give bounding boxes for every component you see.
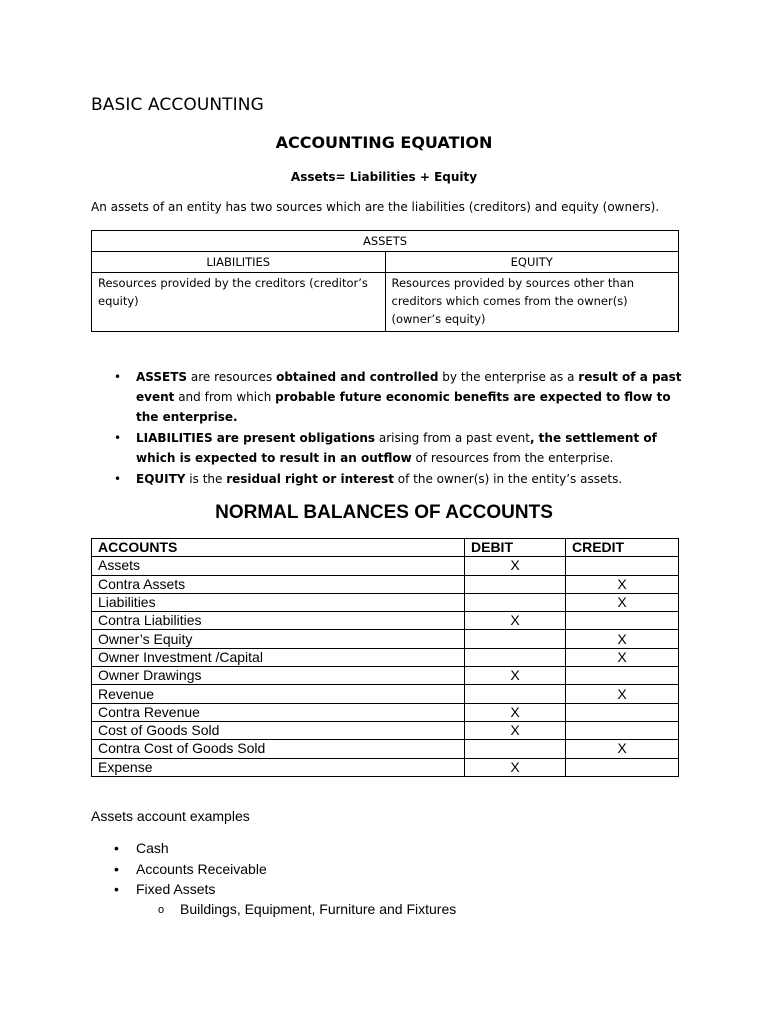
credit-cell: X: [566, 593, 679, 611]
debit-cell: [465, 593, 566, 611]
credit-cell: [566, 721, 679, 739]
credit-column-header: CREDIT: [566, 539, 679, 557]
debit-column-header: DEBIT: [465, 539, 566, 557]
definition-emphasis: probable future economic benefits are expected to flow to the enterprise.: [136, 390, 671, 424]
credit-cell: [566, 667, 679, 685]
bullet-icon: •: [114, 370, 122, 384]
balances-table-body: [92, 557, 679, 777]
table-header-row: [92, 539, 679, 557]
bullet-icon: •: [114, 881, 119, 897]
debit-cell: X: [465, 758, 566, 776]
table-row: [92, 612, 679, 630]
account-name-cell: Contra Cost of Goods Sold: [92, 740, 465, 758]
definition-term: EQUITY: [136, 472, 186, 486]
debit-cell: [465, 740, 566, 758]
example-sub-item: Buildings, Equipment, Furniture and Fixtures: [180, 901, 457, 917]
table-row: [92, 231, 679, 252]
equity-description-cell: Resources provided by sources other than creditors which comes from the owner(s) (owner’s equity): [385, 273, 679, 332]
example-item: Fixed Assets: [136, 881, 216, 897]
credit-cell: [566, 758, 679, 776]
asset-sources-table: [91, 230, 679, 332]
table-row: [92, 273, 679, 332]
credit-cell: X: [566, 575, 679, 593]
debit-cell: X: [465, 703, 566, 721]
definition-text: by the enterprise as a: [438, 370, 579, 384]
example-item: Cash: [136, 840, 169, 856]
normal-balances-title: NORMAL BALANCES OF ACCOUNTS: [215, 502, 553, 523]
account-name-cell: Revenue: [92, 685, 465, 703]
equation-formula: Assets= Liabilities + Equity: [290, 170, 478, 184]
definition-term: LIABILITIES are present obligations: [136, 431, 376, 445]
table-row: [92, 593, 679, 611]
definition-text: and from which: [174, 390, 276, 404]
table-row: [92, 667, 679, 685]
credit-cell: [566, 612, 679, 630]
table-row: [92, 703, 679, 721]
list-item: [112, 879, 267, 900]
definition-emphasis: , the settlement of which is expected to result in an outflow: [136, 431, 657, 465]
definition-emphasis: result of a past event: [136, 370, 682, 404]
table-row: [92, 252, 679, 273]
debit-cell: X: [465, 557, 566, 575]
list-item: [112, 859, 267, 880]
account-name-cell: Liabilities: [92, 593, 465, 611]
bullet-icon: •: [114, 860, 119, 877]
debit-cell: [465, 630, 566, 648]
definition-term: ASSETS: [136, 370, 188, 384]
account-name-cell: Cost of Goods Sold: [92, 721, 465, 739]
table-row: [92, 630, 679, 648]
definition-emphasis: obtained and controlled: [276, 370, 439, 384]
credit-cell: [566, 557, 679, 575]
list-item: [112, 367, 682, 427]
accounts-column-header: ACCOUNTS: [92, 539, 465, 557]
liabilities-header-cell: LIABILITIES: [92, 252, 386, 273]
debit-cell: X: [465, 667, 566, 685]
account-name-cell: Owner Investment /Capital: [92, 648, 465, 666]
table-row: [92, 685, 679, 703]
equation-intro-text: An assets of an entity has two sources which are the liabilities (creditors) and equity (owners).: [91, 200, 660, 214]
table-row: [92, 758, 679, 776]
table-row: [92, 648, 679, 666]
equation-title: ACCOUNTING EQUATION: [275, 133, 493, 152]
table-row: [92, 557, 679, 575]
examples-sublist: [158, 899, 456, 919]
account-name-cell: Contra Assets: [92, 575, 465, 593]
definitions-list: [112, 367, 682, 490]
definition-text: of resources from the enterprise.: [411, 451, 614, 465]
debit-cell: X: [465, 612, 566, 630]
liabilities-description-cell: Resources provided by the creditors (creditor’s equity): [92, 273, 386, 332]
credit-cell: X: [566, 685, 679, 703]
credit-cell: X: [566, 740, 679, 758]
assets-header-cell: ASSETS: [92, 231, 679, 252]
list-item: [158, 899, 456, 919]
definition-emphasis: residual right or interest: [226, 472, 394, 486]
debit-cell: X: [465, 721, 566, 739]
table-row: [92, 575, 679, 593]
circle-bullet-icon: o: [158, 904, 165, 916]
table-row: [92, 721, 679, 739]
document-heading: BASIC ACCOUNTING: [91, 95, 264, 115]
equity-header-cell: EQUITY: [385, 252, 679, 273]
list-item: [112, 428, 682, 468]
account-name-cell: Owner Drawings: [92, 667, 465, 685]
definition-text: arising from a past event: [375, 431, 530, 445]
account-name-cell: Owner’s Equity: [92, 630, 465, 648]
examples-list: [112, 838, 267, 900]
list-item: [112, 838, 267, 859]
account-name-cell: Contra Revenue: [92, 703, 465, 721]
bullet-icon: •: [114, 840, 119, 856]
credit-cell: [566, 703, 679, 721]
debit-cell: [465, 685, 566, 703]
example-item: Accounts Receivable: [136, 860, 267, 877]
account-name-cell: Expense: [92, 758, 465, 776]
credit-cell: X: [566, 630, 679, 648]
definition-text: is the: [185, 472, 227, 486]
bullet-icon: •: [114, 431, 122, 445]
debit-cell: [465, 575, 566, 593]
examples-title: Assets account examples: [91, 808, 250, 824]
credit-cell: X: [566, 648, 679, 666]
bullet-icon: •: [114, 472, 122, 486]
list-item: [112, 469, 682, 489]
debit-cell: [465, 648, 566, 666]
table-row: [92, 740, 679, 758]
account-name-cell: Contra Liabilities: [92, 612, 465, 630]
definition-text: of the owner(s) in the entity’s assets.: [393, 472, 623, 486]
normal-balances-table: [91, 538, 679, 777]
account-name-cell: Assets: [92, 557, 465, 575]
definition-text: are resources: [187, 370, 277, 384]
